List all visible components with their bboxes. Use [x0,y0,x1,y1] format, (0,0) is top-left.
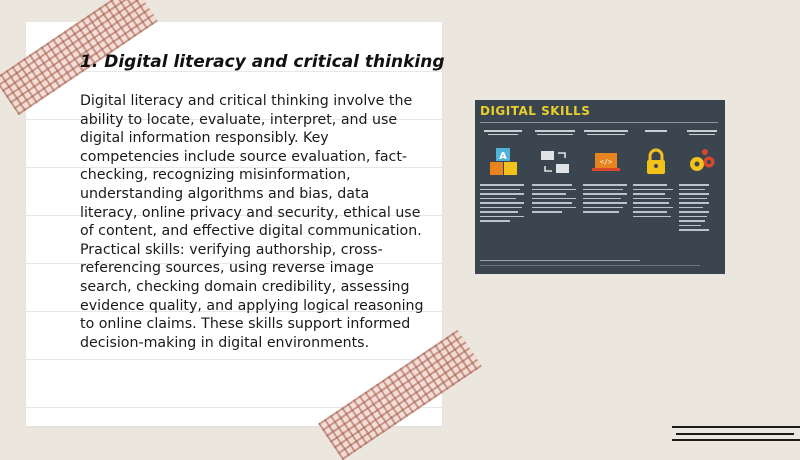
decorative-line [672,426,800,428]
skill-column-bullets [633,184,679,220]
transfer-arrows-icon [540,147,570,177]
infographic-footer-rule [480,265,700,266]
skill-column-5 [679,130,725,140]
decorative-lines [672,424,800,444]
skill-column-4 [633,130,679,140]
skill-column-heading [633,130,679,140]
skill-column-1 [480,130,526,162]
skill-column-2 [532,130,578,140]
padlock-icon [641,147,671,177]
skill-column-heading [679,130,725,140]
skill-column-heading [532,130,578,140]
code-laptop-icon [591,147,621,177]
decorative-line [676,433,794,435]
skill-column-bullets [583,184,629,216]
infographic-footer-rule [480,260,640,261]
svg-text:</>: </> [599,158,613,166]
skill-column-bullets [532,184,578,216]
infographic-title-rule [480,122,718,123]
slide-body-text: Digital literacy and critical thinking involve the ability to locate, evaluate, interpret, and use digital information responsibly. Key competencies include source evaluation, fact-checking, recognizing misinformation, understanding algorithms and bias, data literacy, online privacy and security, ethical use of content, and effective digital communication. Practical skills: verifying authorship, cross-referencing sources, using reverse image search, checking domain credibility, assessing evidence quality, and applying logical reasoning to online claims. These skills support informed decision-making in digital environments. [80,93,424,351]
digital-skills-infographic [475,100,725,274]
infographic-title: DIGITAL SKILLS [480,104,591,118]
letter-blocks-icon [488,147,518,177]
skill-column-bullets [679,184,725,234]
slide-title: 1. Digital literacy and critical thinking [80,52,445,72]
skill-column-heading [480,130,526,140]
skill-column-heading [583,130,629,140]
skill-column-bullets [480,184,526,225]
skill-column-3 [583,130,629,166]
svg-text:A: A [499,151,507,162]
decorative-line [672,439,800,441]
gears-icon [687,147,717,177]
